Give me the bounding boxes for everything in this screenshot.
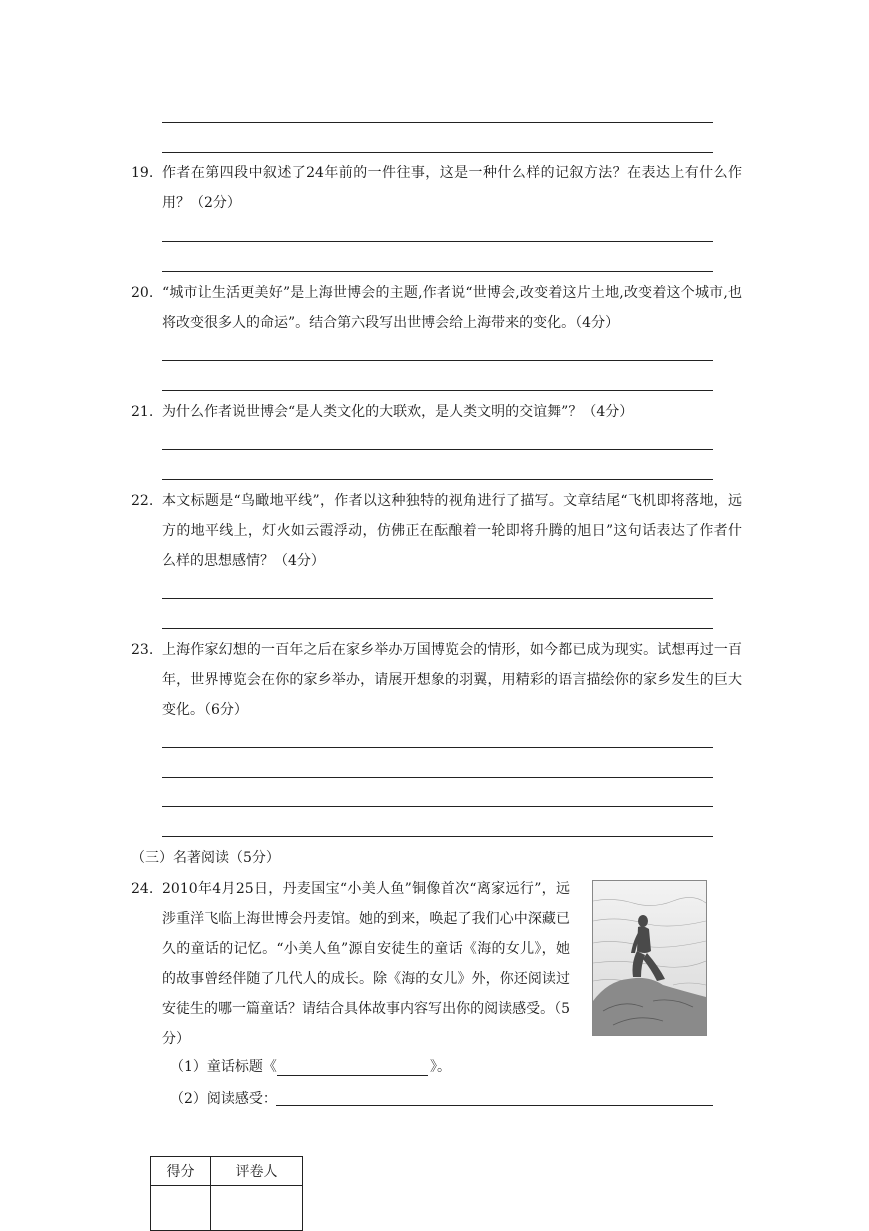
answer-line[interactable] bbox=[162, 806, 713, 807]
grader-header: 评卷人 bbox=[211, 1157, 303, 1186]
question-text: 为什么作者说世博会“是人类文化的大联欢，是人类文明的交谊舞”？（4分） bbox=[162, 404, 634, 420]
answer-line[interactable] bbox=[162, 777, 713, 778]
question-text: “城市让生活更美好”是上海世博会的主题,作者说“世博会,改变着这片土地,改变着这个城市,也将改变很多人的命运”。结合第六段写出世博会给上海带来的变化。（4分） bbox=[162, 285, 742, 331]
answer-line[interactable] bbox=[162, 628, 713, 629]
fairy-tale-title-blank[interactable] bbox=[277, 1075, 428, 1076]
answer-line[interactable] bbox=[162, 271, 713, 272]
answer-line[interactable] bbox=[162, 747, 713, 748]
question-text: 2010年4月25日，丹麦国宝“小美人鱼”铜像首次“离家远行”，远涉重洋飞临上海世博会丹麦馆。她的到来，唤起了我们心中深藏已久的童话的记忆。“小美人鱼”源自安徒生的童话《海的女儿》，她的故事曾经伴随了几代人的成长。除《海的女儿》外，你还阅读过安徒生的哪一篇童话？请结合具体故事内容写出你的阅读感受。（5分） bbox=[162, 881, 570, 1047]
answer-line[interactable] bbox=[162, 836, 713, 837]
question-text: 上海作家幻想的一百年之后在家乡举办万国博览会的情形，如今都已成为现实。试想再过一百年，世界博览会在你的家乡举办，请展开想象的羽翼，用精彩的语言描绘你的家乡发生的巨大变化。（6分） bbox=[162, 642, 742, 718]
question-23 bbox=[131, 635, 741, 725]
section-heading: （三）名著阅读（5分） bbox=[131, 850, 280, 866]
reading-reflection-blank[interactable] bbox=[276, 1105, 713, 1106]
answer-line[interactable] bbox=[162, 360, 713, 361]
sub-question-2-label: （2）阅读感受： bbox=[170, 1091, 277, 1107]
sub-question-1-close: 》。 bbox=[430, 1059, 451, 1075]
question-text: 本文标题是“鸟瞰地平线”，作者以这种独特的视角进行了描写。文章结尾“飞机即将落地，远方的地平线上，灯火如云霞浮动，仿佛正在酝酿着一轮即将升腾的旭日”这句话表达了作者什么样的思想感情？（4分） bbox=[162, 493, 742, 569]
question-20 bbox=[131, 278, 741, 338]
score-table bbox=[150, 1156, 303, 1231]
answer-line[interactable] bbox=[162, 479, 713, 480]
question-number: 20. bbox=[131, 285, 154, 301]
question-number: 21. bbox=[131, 404, 154, 420]
question-22 bbox=[131, 486, 741, 576]
question-number: 19. bbox=[131, 165, 154, 181]
score-cell[interactable] bbox=[151, 1186, 211, 1231]
little-mermaid-photo bbox=[592, 880, 707, 1036]
question-24 bbox=[131, 874, 571, 1054]
sub-question-1-label: （1）童话标题《 bbox=[170, 1059, 277, 1075]
question-21 bbox=[131, 397, 741, 427]
question-number: 24. bbox=[131, 881, 154, 897]
answer-line[interactable] bbox=[162, 122, 713, 123]
question-19 bbox=[131, 158, 741, 218]
question-number: 23. bbox=[131, 642, 154, 658]
answer-line[interactable] bbox=[162, 241, 713, 242]
grader-cell[interactable] bbox=[211, 1186, 303, 1231]
answer-line[interactable] bbox=[162, 449, 713, 450]
question-text: 作者在第四段中叙述了24年前的一件往事，这是一种什么样的记叙方法？在表达上有什么作用？（2分） bbox=[162, 165, 742, 211]
answer-line[interactable] bbox=[162, 598, 713, 599]
answer-line[interactable] bbox=[162, 152, 713, 153]
answer-line[interactable] bbox=[162, 390, 713, 391]
question-number: 22. bbox=[131, 493, 154, 509]
score-header: 得分 bbox=[151, 1157, 211, 1186]
